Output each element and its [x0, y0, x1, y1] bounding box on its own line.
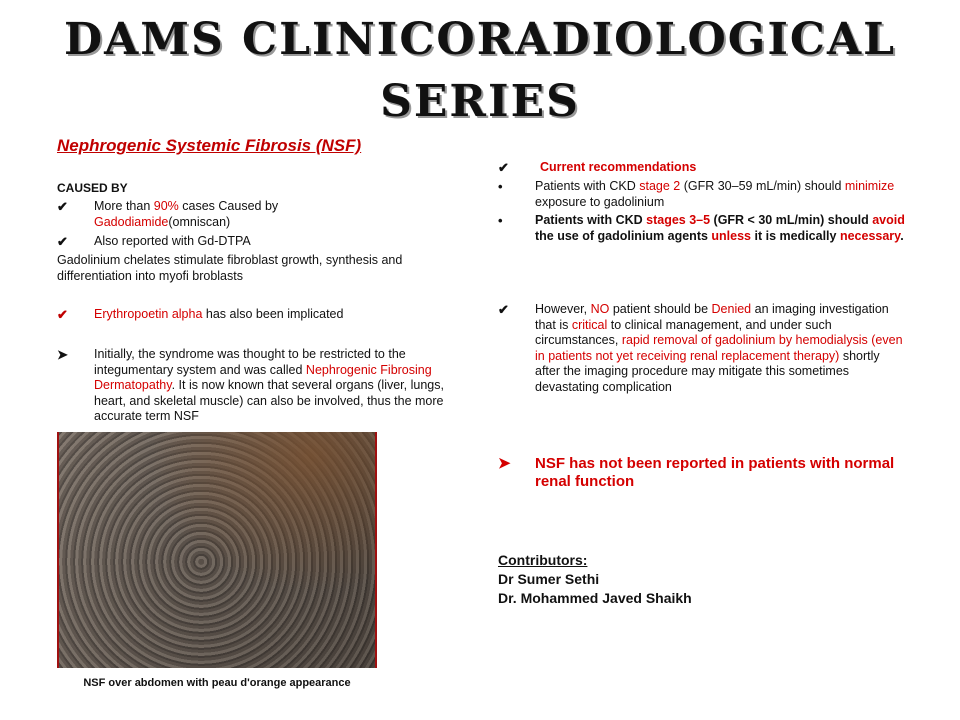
highlight: Erythropoetin alpha — [94, 307, 203, 321]
text: Patients with CKD — [535, 179, 640, 193]
history-text — [94, 347, 454, 425]
cause-text-1 — [94, 199, 354, 230]
text: to clinical management, and under such circumstances, — [535, 317, 832, 347]
text: patient should be — [609, 302, 712, 316]
highlight: Denied — [711, 302, 752, 316]
text: However, — [535, 302, 591, 316]
section-title: Nephrogenic Systemic Fibrosis (NSF) — [57, 136, 362, 155]
highlight: Nephrogenic Fibrosing Dermatopathy — [94, 362, 432, 392]
highlight: stage 2 — [639, 179, 681, 193]
however-text — [535, 302, 907, 395]
bullet-icon: • — [498, 179, 503, 194]
epo-text — [94, 307, 343, 323]
check-icon: ✔ — [57, 307, 68, 322]
recommendation-text-2 — [535, 213, 905, 244]
arrow-icon: ➤ — [498, 455, 511, 472]
highlight: necessary — [839, 228, 901, 243]
slide-title-line1: DAMS CLINICORADIOLOGICAL — [63, 14, 897, 65]
text: (GFR 30–59 mL/min) should — [680, 179, 845, 193]
highlight: minimize — [844, 179, 895, 193]
check-icon: ✔ — [498, 302, 509, 317]
highlight: avoid — [872, 213, 905, 227]
check-icon: ✔ — [57, 234, 68, 249]
highlight: critical — [571, 317, 608, 332]
contributors — [498, 551, 692, 608]
highlight: 90% — [153, 199, 179, 213]
mechanism-text: Gadolinium chelates stimulate fibroblast growth, synthesis and differentiation into myofi broblasts — [57, 253, 403, 283]
text: cases Caused by — [178, 199, 279, 213]
highlight: NO — [590, 302, 610, 316]
text: More than — [94, 199, 154, 213]
contributor-2: Dr. Mohammed Javed Shaikh — [498, 590, 692, 606]
recommendations-title: Current recommendations — [540, 160, 697, 174]
text: Patients with CKD — [535, 213, 647, 227]
highlight: rapid removal of gadolinium by hemodialysis (even in patients not yet receiving renal replacement therapy) — [535, 333, 903, 363]
highlight: Gadodiamide — [94, 214, 169, 229]
check-icon: ✔ — [498, 160, 509, 175]
text: has also been implicated — [202, 307, 344, 321]
contributors-label: Contributors: — [498, 552, 588, 568]
text: an imaging investigation that is — [535, 302, 889, 332]
text: . It is now known that several organs (liver, lungs, heart, and skeletal muscle) can also be involved, thus the more accurate term NSF — [94, 378, 444, 423]
caused-by-label: CAUSED BY — [57, 181, 128, 195]
text: . — [900, 228, 904, 243]
text: shortly after the imaging procedure may mitigate this sometimes devastating complication — [535, 348, 880, 394]
highlight: unless — [711, 228, 752, 243]
arrow-icon: ➤ — [57, 347, 68, 362]
text: it is medically — [751, 228, 840, 243]
contributor-1: Dr Sumer Sethi — [498, 571, 600, 587]
photo-caption: NSF over abdomen with peau d'orange appearance — [83, 677, 351, 689]
cause-text-2: Also reported with Gd-DTPA — [94, 234, 251, 248]
warning-text: NSF has not been reported in patients with normal renal function — [535, 455, 895, 490]
check-icon: ✔ — [57, 199, 68, 214]
text: Initially, the syndrome was thought to be restricted to the integumentary system and was called — [94, 347, 406, 377]
text: (GFR < 30 mL/min) should — [710, 213, 873, 227]
text: (omniscan) — [168, 214, 231, 229]
slide-title-line2: SERIES — [380, 76, 580, 127]
text: exposure to gadolinium — [535, 194, 665, 209]
text: the use of gadolinium agents — [535, 228, 712, 243]
bullet-icon: • — [498, 213, 503, 228]
highlight: stages 3–5 — [646, 213, 711, 227]
recommendation-text-1 — [535, 179, 905, 210]
nsf-skin-photo — [57, 432, 377, 668]
